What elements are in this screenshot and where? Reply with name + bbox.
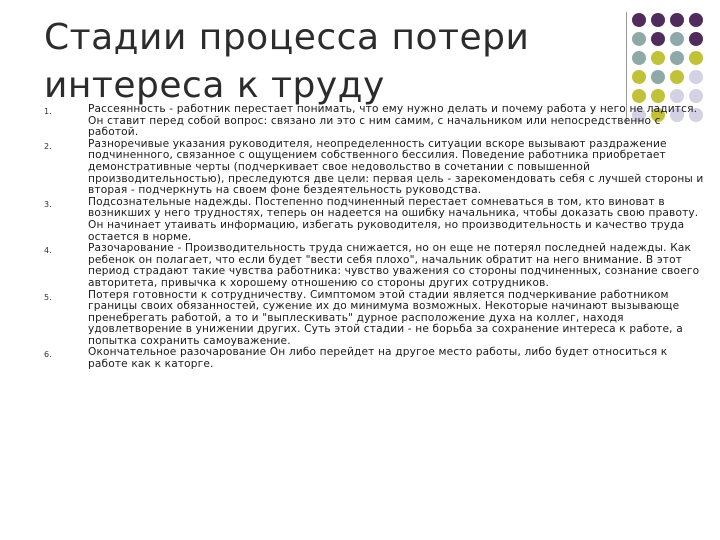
list-item — [44, 139, 704, 197]
decor-dot — [689, 89, 703, 103]
list-item — [44, 290, 704, 348]
item-text: Разочарование - Производительность труда снижается, но он еще не потерял последней надежды. Как ребенок он полагает, что если будет "вести себя плохо", начальник обратит на него внимание. В этот период страдают такие чувства работника: чувство уважения со стороны подчиненных, сознание своего авторитета, привычка к хорошему отношению со стороны других сотрудников. — [88, 242, 700, 289]
decor-dot — [689, 32, 703, 46]
stages-list — [44, 104, 704, 371]
decor-dot — [651, 32, 665, 46]
title-line-2: интереса к труду — [44, 65, 385, 106]
item-text: Подсознательные надежды. Постепенно подчиненный перестает сомневаться в том, кто виноват в возникших у него трудностях, теперь он надеется на ошибку начальника, чтобы доказать свою правоту. Он начинает утаивать информацию, избегать руководителя, но производительность и качество труда остается в норме. — [88, 195, 699, 243]
decor-dot — [632, 51, 646, 65]
item-text: Разноречивые указания руководителя, неопределенность ситуации вскоре вызывают раздражение подчиненного, связанное с ощущением собственного бессилия. Поведение работника приобретает демонстративные черты (подчеркивает свое недовольство в сочетании с повышенной производительностью), преследуются две цели: первая цель - зарекомендовать себя с лучшей стороны и вторая - подчеркнуть на своем фоне бездеятельность руководства. — [88, 137, 704, 197]
decor-dot — [670, 70, 684, 84]
decor-dot — [689, 51, 703, 65]
decor-dot — [651, 51, 665, 65]
item-number: 6. — [44, 350, 52, 360]
decor-dot — [670, 51, 684, 65]
item-text: Окончательное разочарование Он либо перейдет на другое место работы, либо будет относиться к работе как к каторге. — [88, 346, 668, 371]
decor-dot — [689, 13, 703, 27]
decor-dot — [670, 89, 684, 103]
list-item — [44, 243, 704, 289]
decor-dot — [689, 70, 703, 84]
decor-dot — [632, 70, 646, 84]
item-number: 1. — [44, 107, 52, 116]
decor-dot — [632, 89, 646, 103]
item-text: Потеря готовности к сотрудничеству. Симптомом этой стадии является подчеркивание работником границы своих обязанностей, сужение их до минимума возможных. Некоторые начинают вызывающе пренебрегать работой, а то и "выплескивать" дурное расположение духа на коллег, находя удовлетворение в унижении других. Суть этой стадии - не борьба за сохранение интереса к работе, а попытка сохранить самоуважение. — [88, 288, 683, 347]
title-line-1: Стадии процесса потери — [44, 17, 530, 58]
slide-title — [44, 14, 624, 110]
item-number: 5. — [44, 292, 52, 302]
item-number: 2. — [44, 141, 52, 151]
item-text: Рассеянность - работник перестает понимать, что ему нужно делать и почему работа у него не ладится. Он ставит перед собой вопрос: связано ли это с ним самим, с начальником или непосредственно с работой. — [88, 103, 698, 139]
decor-dot — [651, 70, 665, 84]
list-item — [44, 197, 704, 243]
decor-dot — [651, 13, 665, 27]
decor-dot — [632, 13, 646, 27]
decor-dot — [670, 13, 684, 27]
item-number: 4. — [44, 246, 52, 256]
decor-dot — [651, 89, 665, 103]
list-item — [44, 347, 704, 370]
item-number: 3. — [44, 199, 52, 209]
decor-dot — [670, 32, 684, 46]
list-item — [44, 104, 704, 139]
decor-dot — [632, 32, 646, 46]
